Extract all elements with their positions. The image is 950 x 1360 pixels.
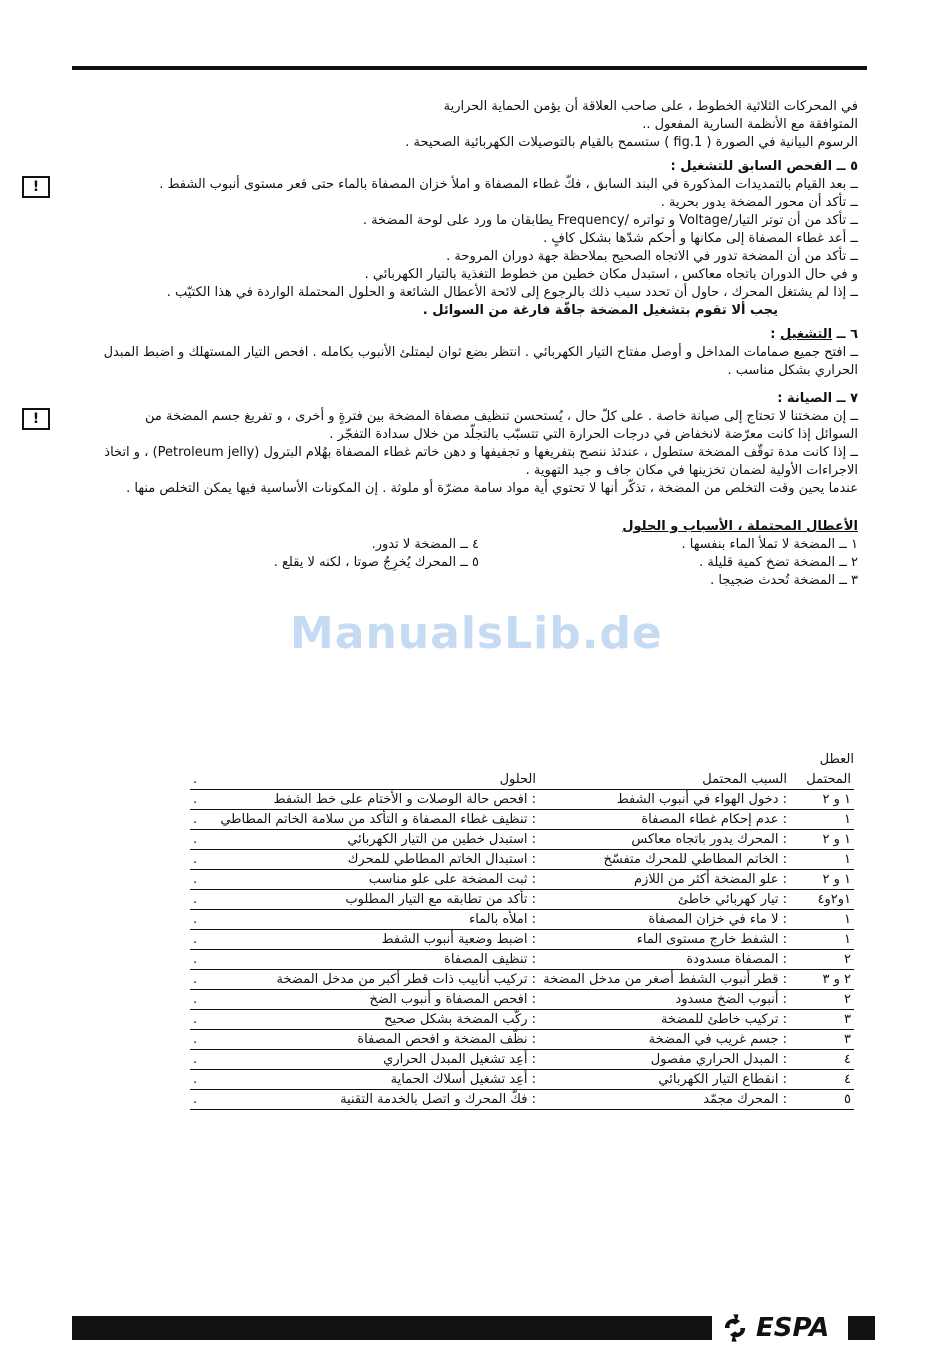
footer-bar bbox=[72, 1316, 712, 1340]
table-row bbox=[190, 790, 854, 810]
cell-fault: ٢ bbox=[790, 950, 854, 970]
row-dot: . bbox=[190, 1070, 206, 1090]
row-dot: . bbox=[190, 990, 206, 1010]
sec5-item: ــ إذا لم يشتغل المحرك ، حاول أن تحدد سبب ذلك بالرجوع إلى لائحة الأعطال الشائعة و الحلول المحتملة الواردة في هذا الكتيّب . bbox=[166, 285, 858, 300]
cell-solution: : فكّ المحرك و اتصل بالخدمة التقنية bbox=[206, 1090, 539, 1110]
row-dot: . bbox=[190, 790, 206, 810]
fault-item: ٢ ــ المضخة تضخ كمية قليلة . bbox=[699, 555, 858, 570]
section-operation bbox=[100, 326, 858, 380]
cell-fault: ٣ bbox=[790, 1010, 854, 1030]
cell-solution: : تنظيف المصفاة bbox=[206, 950, 539, 970]
brand-name: ESPA bbox=[756, 1313, 830, 1343]
section-7-heading: ٧ ــ الصيانة : bbox=[777, 391, 858, 406]
intro-line-3: الرسوم البيانية في الصورة ( fig.1 ) ستسمح بالقيام بالتوصيلات الكهربائية الصحيحة . bbox=[405, 135, 858, 150]
row-dot: . bbox=[190, 890, 206, 910]
row-dot: . bbox=[190, 870, 206, 890]
table-row bbox=[190, 830, 854, 850]
intro-line-1: في المحركات الثلاثية الخطوط ، على صاحب العلاقة أن يؤمن الحماية الحرارية bbox=[443, 99, 858, 114]
cell-fault: ١ و ٢ bbox=[790, 870, 854, 890]
row-dot: . bbox=[190, 970, 206, 990]
espa-logo-icon bbox=[718, 1311, 752, 1345]
cell-cause: : قطر أنبوب الشفط أصغر من مدخل المضخة bbox=[539, 970, 790, 990]
cell-fault: ٢ bbox=[790, 990, 854, 1010]
row-dot: . bbox=[190, 810, 206, 830]
cell-fault: ٣ bbox=[790, 1030, 854, 1050]
cell-fault: ٥ bbox=[790, 1090, 854, 1110]
cell-cause: : جسم غريب في المضخة bbox=[539, 1030, 790, 1050]
cell-solution: : تنظيف غطاء المصفاة و التأكد من سلامة الخاتم المطاطي bbox=[206, 810, 539, 830]
sec5-item: ــ تأكد من أن توتر التيار/Voltage و تواتره /Frequency يطابقان ما ورد على لوحة المضخة . bbox=[362, 213, 858, 228]
cell-cause: : علو المضخة أكثر من اللازم bbox=[539, 870, 790, 890]
sec5-item: ــ تأكد أن محور المضخة يدور بحرية . bbox=[660, 195, 858, 210]
row-dot: . bbox=[190, 1010, 206, 1030]
faults-table bbox=[190, 770, 854, 1110]
row-dot: . bbox=[190, 1030, 206, 1050]
cell-solution: : تركيب أنابيب ذات قطر أكبر من مدخل المضخة bbox=[206, 970, 539, 990]
section-6-number: ٦ ــ bbox=[836, 327, 858, 342]
cell-cause: : تركيب خاطئ للمضخة bbox=[539, 1010, 790, 1030]
row-dot: . bbox=[190, 770, 206, 790]
table-row bbox=[190, 990, 854, 1010]
table-row bbox=[190, 870, 854, 890]
row-dot: . bbox=[190, 830, 206, 850]
cell-fault: ١و٢و٤ bbox=[790, 890, 854, 910]
cell-cause: : المحرك يدور باتجاه معاكس bbox=[539, 830, 790, 850]
cell-solution: : افحص المصفاة و أنبوب الضخ bbox=[206, 990, 539, 1010]
footer-bar-end bbox=[848, 1316, 875, 1340]
warning-icon: ! bbox=[22, 408, 50, 430]
fault-item: ٣ ــ المضخة تُحدث ضجيجا . bbox=[710, 573, 858, 588]
section-5-heading: ٥ ــ الفحص السابق للتشغيل : bbox=[670, 159, 858, 174]
cell-solution: : املأه بالماء bbox=[206, 910, 539, 930]
cell-fault: ٤ bbox=[790, 1070, 854, 1090]
watermark: ManualsLib.de bbox=[290, 608, 663, 659]
cell-solution: : افحص حالة الوصلات و الأختام على خط الشفط bbox=[206, 790, 539, 810]
cell-solution: : ثبت المضخة على علو مناسب bbox=[206, 870, 539, 890]
faults-section bbox=[100, 518, 858, 590]
cell-solution: : أعِد تشغيل المبدل الحراري bbox=[206, 1050, 539, 1070]
cell-fault: ١ و ٢ bbox=[790, 790, 854, 810]
table-header-row bbox=[190, 770, 854, 790]
faults-heading: الأعطال المحتملة ، الأسباب و الحلول bbox=[622, 519, 858, 534]
sec5-item: ــ أعد غطاء المصفاة إلى مكانها و أحكم شدّها بشكل كافٍ . bbox=[543, 231, 858, 246]
cell-cause: : المحرك مجمّد bbox=[539, 1090, 790, 1110]
header-solution: الحلول bbox=[206, 770, 539, 790]
cell-solution: : تأكد من تطابقه مع التيار المطلوب bbox=[206, 890, 539, 910]
section-6-title: التشغيل bbox=[779, 327, 833, 342]
row-dot: . bbox=[190, 1090, 206, 1110]
row-dot: . bbox=[190, 910, 206, 930]
cell-solution: : استبدال الخاتم المطاطي للمحرك bbox=[206, 850, 539, 870]
fault-item: ١ ــ المضخة لا تملأ الماء بنفسها . bbox=[681, 537, 858, 552]
table-row bbox=[190, 950, 854, 970]
section-6-colon: : bbox=[770, 327, 780, 342]
fault-item: ٤ ــ المضخة لا تدور. bbox=[371, 537, 479, 552]
section-pre-start-check bbox=[32, 158, 858, 320]
dry-run-warning: يجب ألا تقوم بتشغيل المضخة جافّة فارغة من السوائل . bbox=[422, 303, 778, 318]
table-row bbox=[190, 1010, 854, 1030]
table-row bbox=[190, 810, 854, 830]
faults-list bbox=[100, 536, 858, 590]
cell-cause: : لا ماء في خزان المصفاة bbox=[539, 910, 790, 930]
cell-cause: : انقطاع التيار الكهربائي bbox=[539, 1070, 790, 1090]
cell-cause: : الخاتم المطاطي للمحرك متفسّخ bbox=[539, 850, 790, 870]
warning-icon: ! bbox=[22, 176, 50, 198]
sec5-item: و في حال الدوران باتجاه معاكس ، استبدل مكان خطين من خطوط التغذية بالتيار الكهربائي . bbox=[364, 267, 858, 282]
cell-fault: ١ bbox=[790, 850, 854, 870]
cell-fault: ١ bbox=[790, 810, 854, 830]
header-fault: المحتمل bbox=[790, 770, 854, 790]
cell-solution: : أعِد تشغيل أسلاك الحماية bbox=[206, 1070, 539, 1090]
cell-cause: : دخول الهواء في أنبوب الشفط bbox=[539, 790, 790, 810]
cell-cause: : المصفاة مسدودة bbox=[539, 950, 790, 970]
intro bbox=[100, 98, 858, 152]
table-row bbox=[190, 890, 854, 910]
top-rule bbox=[72, 66, 867, 70]
row-dot: . bbox=[190, 930, 206, 950]
sec6-text: ــ افتح جميع صمامات المداخل و أوصل مفتاح التيار الكهربائي . انتظر بضع ثوان ليمتلئ الأنبوب بكامله . افحص التيار المستهلك و اضبط المبدل الحراري بشكل مناسب . bbox=[103, 345, 858, 378]
table-row bbox=[190, 1070, 854, 1090]
cell-fault: ٢ و ٣ bbox=[790, 970, 854, 990]
section-maintenance bbox=[32, 390, 858, 498]
table-fault-label: العطل bbox=[819, 752, 854, 767]
row-dot: . bbox=[190, 850, 206, 870]
cell-fault: ١ bbox=[790, 930, 854, 950]
sec7-item: ــ إذا كانت مدة توقّف المضخة ستطول ، عندئذ ننصح بتفريغها و تجفيفها و دهن خاتم غطاء المصفاة بهُلام البترول (Petroleum jelly) ، و اتخاذ الاجراءات الأولية لضمان تخزينها في مكان جاف و جيد التهوية . bbox=[104, 445, 858, 478]
cell-solution: : اضبط وضعية أنبوب الشفط bbox=[206, 930, 539, 950]
row-dot: . bbox=[190, 950, 206, 970]
cell-cause: : تيار كهربائي خاطئ bbox=[539, 890, 790, 910]
cell-cause: : أنبوب الضخ مسدود bbox=[539, 990, 790, 1010]
cell-solution: : ركّب المضخة بشكل صحيح bbox=[206, 1010, 539, 1030]
espa-logo bbox=[718, 1310, 843, 1346]
cell-fault: ٤ bbox=[790, 1050, 854, 1070]
cell-cause: : المبدل الحراري مفصول bbox=[539, 1050, 790, 1070]
table-row bbox=[190, 850, 854, 870]
table-row bbox=[190, 910, 854, 930]
table-row bbox=[190, 1050, 854, 1070]
cell-solution: : استبدل خطين من التيار الكهربائي bbox=[206, 830, 539, 850]
cell-cause: : الشفط خارج مستوى الماء bbox=[539, 930, 790, 950]
sec7-item: عندما يحين وقت التخلص من المضخة ، تذكّر أنها لا تحتوي أية مواد سامة مضرّة أو ملوثة . إن المكونات الأساسية فيها يمكن التخلص منها . bbox=[126, 481, 858, 496]
cell-cause: : عدم إحكام غطاء المصفاة bbox=[539, 810, 790, 830]
sec5-item: ــ بعد القيام بالتمديدات المذكورة في البند السابق ، فكّ غطاء المصفاة و املأ خزان المصفاة بالماء حتى قعر مستوى أنبوب الشفط . bbox=[159, 177, 858, 192]
table-row bbox=[190, 930, 854, 950]
table-row bbox=[190, 1090, 854, 1110]
cell-fault: ١ و ٢ bbox=[790, 830, 854, 850]
cell-fault: ١ bbox=[790, 910, 854, 930]
sec5-item: ــ تأكد من أن المضخة تدور في الاتجاه الصحيح بملاحظة جهة دوران المروحة . bbox=[446, 249, 858, 264]
header-cause: السبب المحتمل bbox=[539, 770, 790, 790]
intro-line-2: المتوافقة مع الأنظمة السارية المفعول .. bbox=[642, 117, 858, 132]
section-6-heading bbox=[100, 326, 858, 344]
table-row bbox=[190, 970, 854, 990]
fault-item: ٥ ــ المحرك يُخرِجُ صوتا ، لكنه لا يقلع . bbox=[273, 555, 479, 570]
sec7-item: ــ إن مضختنا لا تحتاج إلى صيانة خاصة . على كلّ حال ، يُستحسن تنظيف مصفاة المضخة بين فترةٍ و أخرى ، و تفريغ جسم المضخة من السوائل إذا كانت معرّضة لانخفاض في درجات الحرارة التي تتسبّب بالتجلّد من خلال سدادة التفجّر . bbox=[145, 409, 858, 442]
row-dot: . bbox=[190, 1050, 206, 1070]
cell-solution: : نظّف المضخة و افحص المصفاة bbox=[206, 1030, 539, 1050]
table-row bbox=[190, 1030, 854, 1050]
document-body bbox=[32, 98, 858, 590]
